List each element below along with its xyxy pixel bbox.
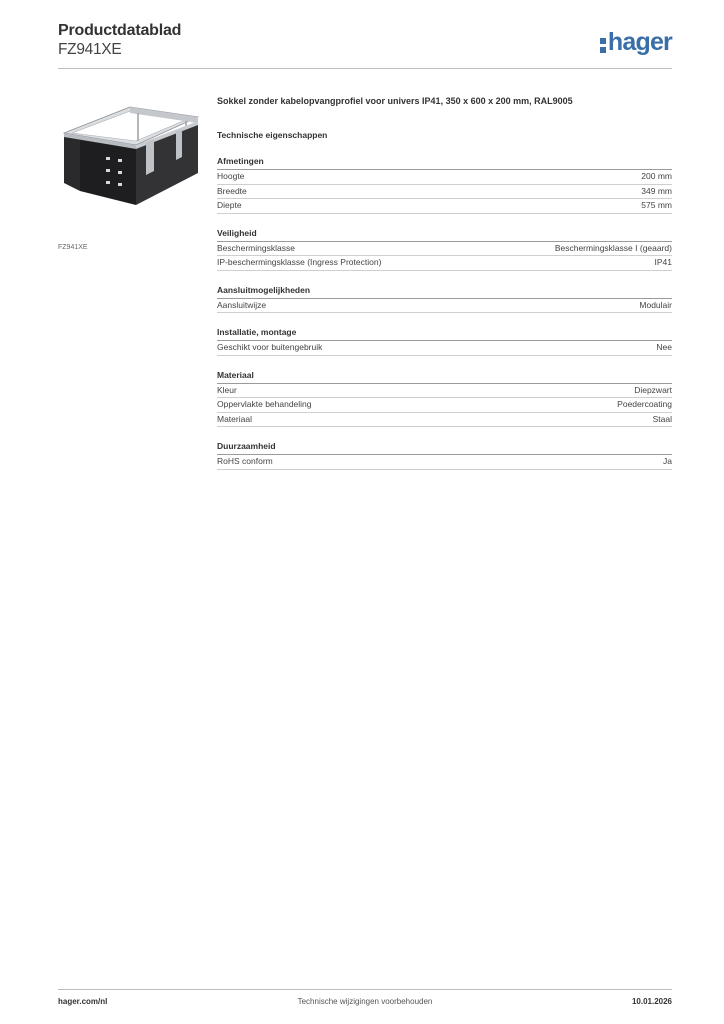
footer-website: hager.com/nl [58, 997, 108, 1006]
property-value: 200 mm [641, 171, 672, 181]
property-row [217, 256, 672, 271]
property-label: Geschikt voor buitengebruik [217, 342, 323, 352]
property-row [217, 242, 672, 257]
property-label: Materiaal [217, 413, 252, 424]
property-row [217, 199, 672, 214]
property-value: Staal [652, 413, 672, 424]
property-label: IP-beschermingsklasse (Ingress Protection) [217, 257, 382, 267]
group-title: Installatie, montage [217, 327, 672, 341]
property-group [217, 285, 672, 314]
article-number: FZ941XE [58, 41, 122, 58]
group-title: Materiaal [217, 370, 672, 384]
group-title: Aansluitmogelijkheden [217, 285, 672, 299]
property-value: Diepzwart [634, 384, 672, 395]
property-row [217, 185, 672, 200]
property-label: Diepte [217, 200, 242, 210]
property-group [217, 228, 672, 271]
property-groups [217, 156, 672, 470]
property-value: IP41 [654, 257, 672, 267]
property-value: 349 mm [641, 185, 672, 196]
group-title: Duurzaamheid [217, 441, 672, 455]
property-value: 575 mm [641, 200, 672, 210]
property-row [217, 413, 672, 428]
page-header [58, 20, 672, 70]
property-label: Beschermingsklasse [217, 242, 295, 253]
property-group [217, 370, 672, 428]
document-title: Productdatablad [58, 22, 182, 39]
hager-logo [600, 27, 672, 57]
plinth-illustration [58, 93, 203, 233]
property-label: RoHS conform [217, 456, 273, 466]
property-value: Beschermingsklasse I (geaard) [554, 242, 672, 253]
property-value: Modulair [639, 299, 672, 310]
property-row [217, 341, 672, 356]
property-row [217, 299, 672, 314]
property-value: Nee [656, 342, 672, 352]
property-row [217, 384, 672, 399]
footer-date: 10.01.2026 [631, 997, 672, 1006]
header-divider [58, 68, 672, 69]
property-value: Poedercoating [617, 399, 672, 409]
property-row [217, 398, 672, 413]
property-group [217, 327, 672, 356]
product-content [217, 96, 672, 470]
property-row [217, 170, 672, 185]
property-label: Oppervlakte behandeling [217, 399, 312, 409]
property-group [217, 156, 672, 214]
property-row [217, 455, 672, 470]
property-value: Ja [663, 456, 672, 466]
property-label: Kleur [217, 384, 237, 395]
footer-disclaimer: Technische wijzigingen voorbehouden [297, 997, 433, 1006]
footer-divider [58, 989, 672, 990]
image-caption: FZ941XE [58, 244, 88, 251]
property-group [217, 441, 672, 470]
property-label: Breedte [217, 185, 247, 196]
logo-colon-icon [600, 31, 607, 54]
product-image [58, 93, 203, 233]
group-title: Afmetingen [217, 156, 672, 170]
logo-text: hager [607, 27, 672, 56]
technical-properties-heading: Technische eigenschappen [217, 130, 328, 140]
property-label: Aansluitwijze [217, 299, 267, 310]
property-label: Hoogte [217, 171, 245, 181]
product-description: Sokkel zonder kabelopvangprofiel voor univers IP41, 350 x 600 x 200 mm, RAL9005 [217, 96, 573, 106]
group-title: Veiligheid [217, 228, 672, 242]
